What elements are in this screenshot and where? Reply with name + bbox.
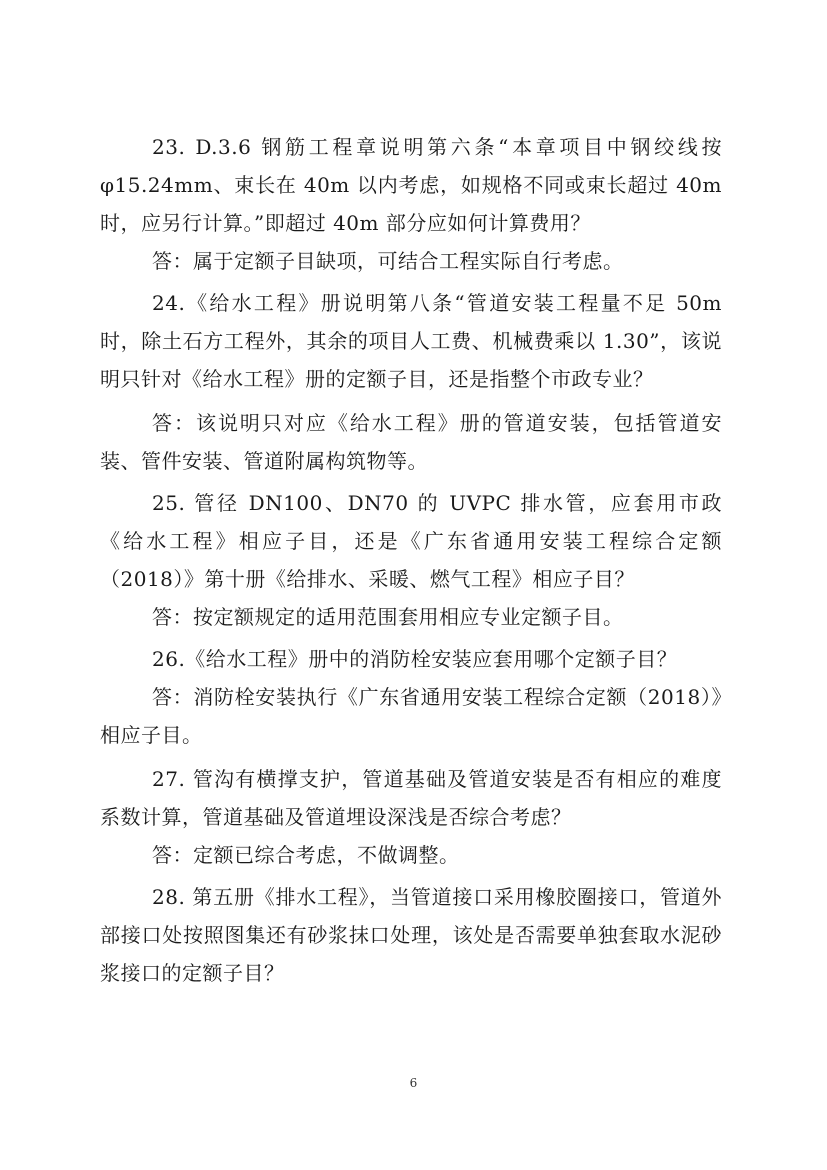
- answer-24: 答：该说明只对应《给水工程》册的管道安装，包括管道安装、管件安装、管道附属构筑物等。: [100, 411, 722, 473]
- answer-27: 答：定额已综合考虑，不做调整。: [152, 843, 460, 867]
- answer-25: 答：按定额规定的适用范围套用相应专业定额子目。: [152, 605, 624, 629]
- answer-26: 答：消防栓安装执行《广东省通用安装工程综合定额（2018）》相应子目。: [100, 685, 722, 747]
- page-number: 6: [409, 1076, 418, 1090]
- question-26: 26.《给水工程》册中的消防栓安装应套用哪个定额子目？: [152, 647, 678, 671]
- question-23: 23. D.3.6 钢筋工程章说明第六条“本章项目中钢绞线按φ15.24mm、束长在 40m 以内考虑，如规格不同或束长超过 40m 时，应另行计算。”即超过 40m 部分应如何计算费用？: [100, 135, 722, 235]
- question-25: 25. 管径 DN100、DN70 的 UVPC 排水管，应套用市政《给水工程》相应子目，还是《广东省通用安装工程综合定额（2018）》第十册《给排水、采暖、燃气工程》相应子目？: [100, 491, 722, 591]
- question-27: 27. 管沟有横撑支护，管道基础及管道安装是否有相应的难度系数计算，管道基础及管道埋设深浅是否综合考虑？: [100, 767, 722, 829]
- document-body: [100, 128, 722, 992]
- answer-23: 答：属于定额子目缺项，可结合工程实际自行考虑。: [152, 249, 624, 273]
- question-24: 24.《给水工程》册说明第八条“管道安装工程量不足 50m 时，除土石方工程外，其余的项目人工费、机械费乘以 1.30”，该说明只针对《给水工程》册的定额子目，还是指整个市政专业？: [100, 291, 722, 391]
- question-28: 28. 第五册《排水工程》，当管道接口采用橡胶圈接口，管道外部接口处按照图集还有砂浆抹口处理，该处是否需要单独套取水泥砂浆接口的定额子目？: [100, 885, 722, 985]
